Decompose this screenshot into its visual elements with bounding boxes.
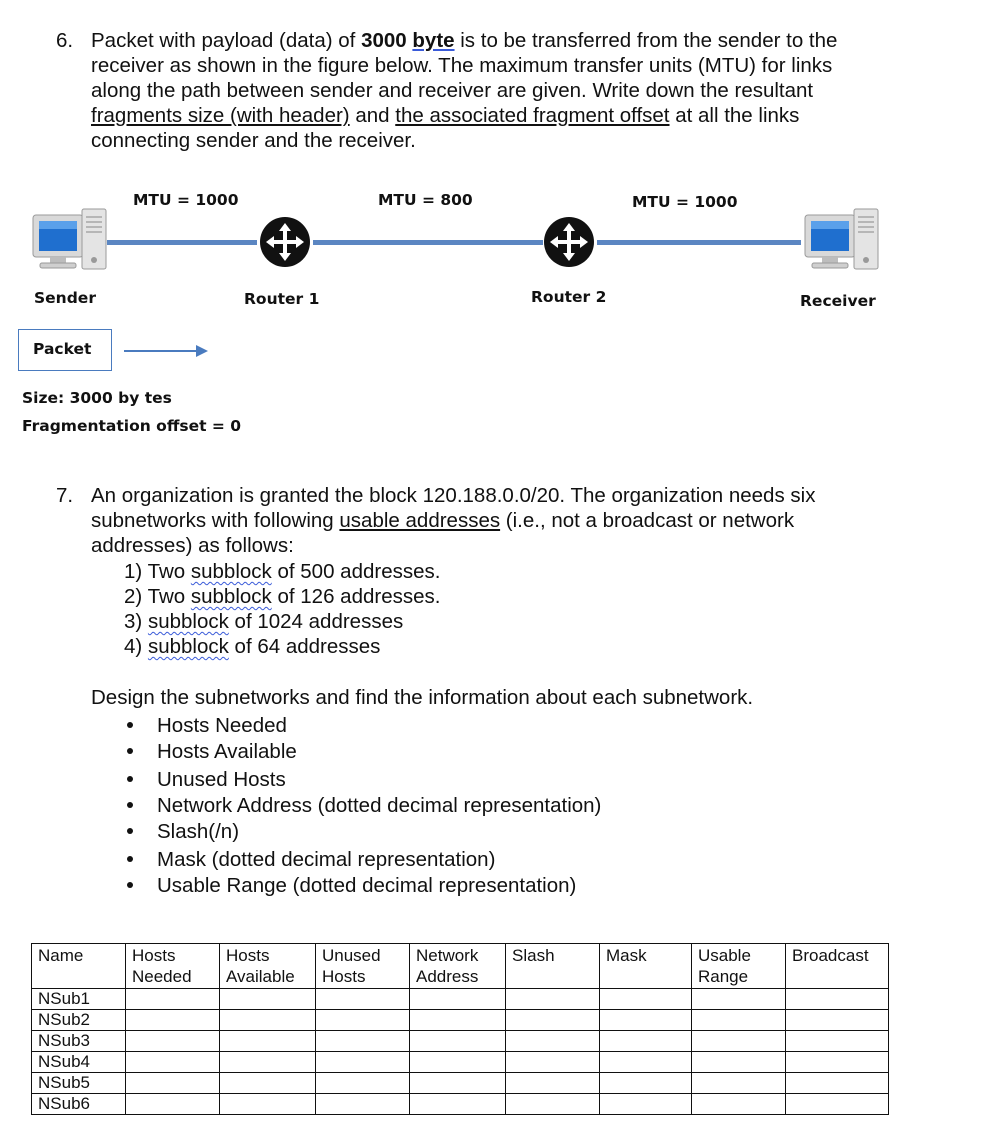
table-cell[interactable] [220, 989, 316, 1010]
table-row [32, 1094, 889, 1115]
bullet-dot-icon [127, 856, 133, 862]
table-cell[interactable] [786, 1010, 889, 1031]
table-row [32, 1073, 889, 1094]
bullet-dot-icon [127, 828, 133, 834]
table-cell[interactable] [126, 1094, 220, 1115]
router-1-icon [259, 216, 311, 268]
table-cell[interactable] [506, 1052, 600, 1073]
table-cell[interactable] [692, 1052, 786, 1073]
bullet-item: Network Address (dotted decimal representation) [157, 794, 602, 817]
bullet-item: Hosts Available [157, 740, 297, 763]
table-cell[interactable] [126, 989, 220, 1010]
row-name-cell: NSub1 [32, 989, 126, 1010]
packet-box [18, 329, 112, 371]
design-instruction: Design the subnetworks and find the information about each subnetwork. [91, 686, 754, 709]
table-row [32, 1010, 889, 1031]
table-header-row [32, 944, 889, 989]
header-hosts-available: Hosts Available [220, 944, 316, 989]
table-cell[interactable] [692, 989, 786, 1010]
table-cell[interactable] [786, 1031, 889, 1052]
packet-label: Packet [33, 340, 92, 358]
table-cell[interactable] [506, 989, 600, 1010]
table-cell[interactable] [600, 989, 692, 1010]
table-cell[interactable] [600, 1094, 692, 1115]
subnet-table [31, 943, 889, 1115]
q6-line-5: connecting sender and the receiver. [91, 129, 416, 152]
bullet-item: Mask (dotted decimal representation) [157, 848, 496, 871]
requirement-item: 2) Two subblock of 126 addresses. [124, 585, 441, 608]
table-row [32, 1052, 889, 1073]
table-cell[interactable] [220, 1010, 316, 1031]
table-cell[interactable] [786, 1052, 889, 1073]
q7-line-3: addresses) as follows: [91, 534, 294, 557]
table-cell[interactable] [506, 1094, 600, 1115]
sender-computer-icon [30, 205, 110, 275]
packet-arrow-icon [124, 342, 210, 360]
bullet-item: Unused Hosts [157, 768, 286, 791]
header-network-address: Network Address [410, 944, 506, 989]
requirement-item: 4) subblock of 64 addresses [124, 635, 381, 658]
table-cell[interactable] [786, 989, 889, 1010]
table-cell[interactable] [316, 1031, 410, 1052]
table-cell[interactable] [692, 1094, 786, 1115]
row-name-cell: NSub4 [32, 1052, 126, 1073]
mtu-label-1: MTU = 1000 [133, 191, 239, 209]
table-cell[interactable] [316, 989, 410, 1010]
q7-line-2: subnetworks with following usable addresses (i.e., not a broadcast or network [91, 509, 795, 532]
table-cell[interactable] [600, 1010, 692, 1031]
table-cell[interactable] [126, 1073, 220, 1094]
requirement-item: 3) subblock of 1024 addresses [124, 610, 404, 633]
table-cell[interactable] [600, 1052, 692, 1073]
router-2-label: Router 2 [531, 288, 607, 306]
table-cell[interactable] [220, 1052, 316, 1073]
requirement-item: 1) Two subblock of 500 addresses. [124, 560, 441, 583]
table-cell[interactable] [600, 1073, 692, 1094]
table-cell[interactable] [126, 1052, 220, 1073]
header-mask: Mask [600, 944, 692, 989]
mtu-label-3: MTU = 1000 [632, 193, 738, 211]
table-cell[interactable] [506, 1073, 600, 1094]
table-cell[interactable] [410, 1052, 506, 1073]
table-row [32, 989, 889, 1010]
table-cell[interactable] [126, 1031, 220, 1052]
link-sender-router1 [107, 240, 257, 245]
table-cell[interactable] [410, 1031, 506, 1052]
table-cell[interactable] [316, 1010, 410, 1031]
q6-line-2: receiver as shown in the figure below. The maximum transfer units (MTU) for links [91, 54, 833, 77]
q6-line-3: along the path between sender and receiver are given. Write down the resultant [91, 79, 814, 102]
bullet-item: Hosts Needed [157, 714, 287, 737]
table-cell[interactable] [220, 1094, 316, 1115]
q6-text [91, 28, 921, 153]
table-cell[interactable] [692, 1031, 786, 1052]
table-row [32, 1031, 889, 1052]
table-cell[interactable] [786, 1073, 889, 1094]
table-cell[interactable] [220, 1031, 316, 1052]
table-cell[interactable] [692, 1010, 786, 1031]
q6-line-4: fragments size (with header) and the associated fragment offset at all the links [91, 104, 800, 127]
row-name-cell: NSub2 [32, 1010, 126, 1031]
q6-number: 6. [56, 29, 74, 52]
bullet-dot-icon [127, 776, 133, 782]
q7-requirements-list [124, 559, 440, 659]
bullet-dot-icon [127, 722, 133, 728]
table-cell[interactable] [786, 1094, 889, 1115]
table-cell[interactable] [316, 1094, 410, 1115]
table-cell[interactable] [316, 1073, 410, 1094]
row-name-cell: NSub6 [32, 1094, 126, 1115]
receiver-label: Receiver [800, 292, 876, 310]
table-cell[interactable] [126, 1010, 220, 1031]
link-router2-receiver [597, 240, 801, 245]
table-cell[interactable] [220, 1073, 316, 1094]
row-name-cell: NSub5 [32, 1073, 126, 1094]
router-2-icon [543, 216, 595, 268]
table-cell[interactable] [316, 1052, 410, 1073]
table-cell[interactable] [410, 1010, 506, 1031]
table-cell[interactable] [506, 1031, 600, 1052]
header-usable-range: Usable Range [692, 944, 786, 989]
bullet-dot-icon [127, 802, 133, 808]
header-name: Name [32, 944, 126, 989]
header-broadcast: Broadcast [786, 944, 889, 989]
row-name-cell: NSub3 [32, 1031, 126, 1052]
table-cell[interactable] [410, 989, 506, 1010]
table-cell[interactable] [410, 1073, 506, 1094]
receiver-computer-icon [802, 205, 882, 275]
table-cell[interactable] [410, 1094, 506, 1115]
header-slash: Slash [506, 944, 600, 989]
packet-fragment-offset: Fragmentation offset = 0 [22, 417, 242, 435]
header-hosts-needed: Hosts Needed [126, 944, 220, 989]
bullet-dot-icon [127, 748, 133, 754]
router-1-label: Router 1 [244, 290, 320, 308]
header-unused-hosts: Unused Hosts [316, 944, 410, 989]
link-router1-router2 [313, 240, 543, 245]
table-cell[interactable] [692, 1073, 786, 1094]
table-cell[interactable] [506, 1010, 600, 1031]
bullet-item: Usable Range (dotted decimal representation) [157, 874, 577, 897]
bullet-item: Slash(/n) [157, 820, 240, 843]
q7-number: 7. [56, 484, 74, 507]
bullet-dot-icon [127, 882, 133, 888]
packet-size: Size: 3000 by tes [22, 389, 172, 407]
sender-label: Sender [34, 289, 96, 307]
q7-line-1: An organization is granted the block 120.188.0.0/20. The organization needs six [91, 484, 816, 507]
q7-text [91, 483, 921, 558]
q6-line-1: Packet with payload (data) of 3000 byte is to be transferred from the sender to the [91, 29, 838, 52]
mtu-label-2: MTU = 800 [378, 191, 473, 209]
table-cell[interactable] [600, 1031, 692, 1052]
